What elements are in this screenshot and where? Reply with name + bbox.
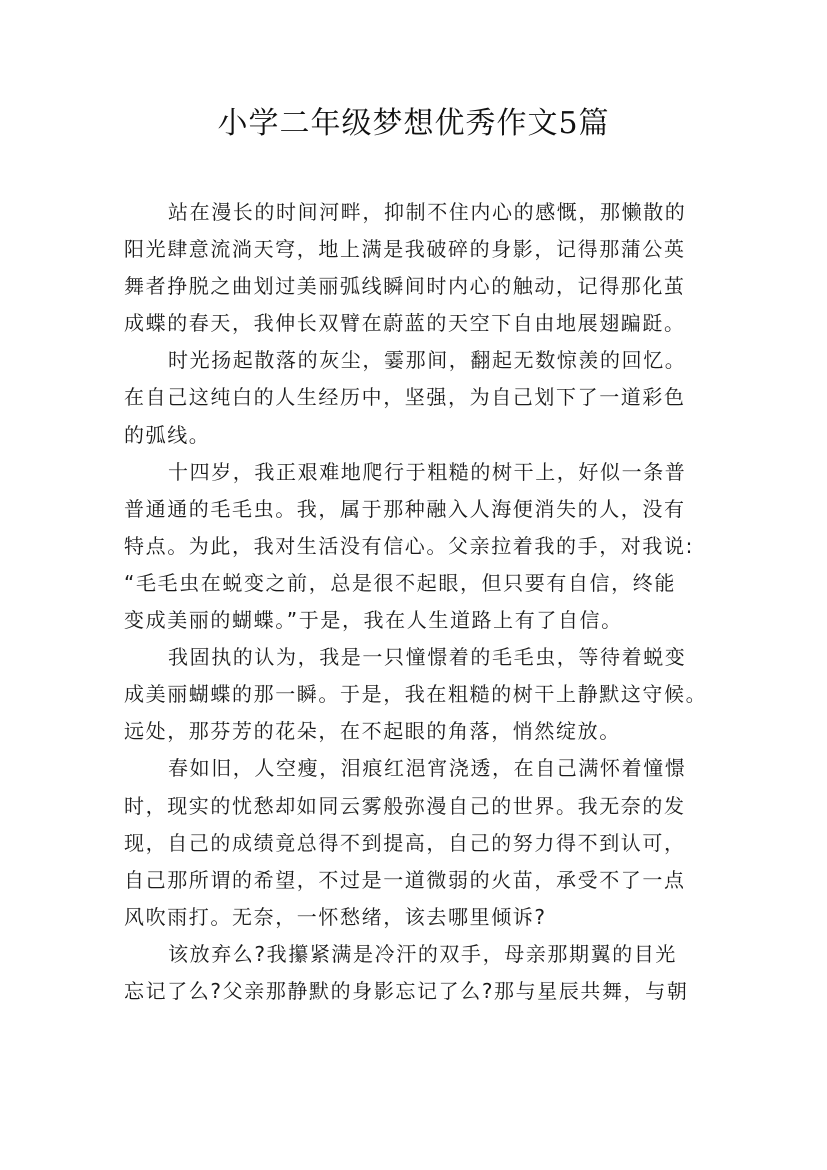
paragraph bbox=[124, 454, 708, 639]
text-line: 普通通的毛毛虫。我，属于那种融入人海便消失的人，没有 bbox=[124, 496, 686, 521]
paragraph bbox=[124, 639, 708, 750]
text-line: 春如旧，人空瘦，泪痕红浥宵浇透，在自己满怀着憧憬 bbox=[168, 756, 687, 781]
document-title: 小学二年级梦想优秀作文5篇 bbox=[217, 106, 610, 141]
document-body bbox=[124, 194, 708, 1010]
paragraph bbox=[124, 342, 708, 453]
text-line: 时，现实的忧愁却如同云雾般弥漫自己的世界。我无奈的发 bbox=[124, 793, 686, 818]
text-line: 远处，那芬芳的花朵，在不起眼的角落，悄然绽放。 bbox=[124, 719, 621, 744]
text-line: 特点。为此，我对生活没有信心。父亲拉着我的手，对我说: bbox=[124, 533, 694, 558]
text-line: 十四岁，我正艰难地爬行于粗糙的树干上，好似一条普 bbox=[168, 459, 687, 484]
text-line: 阳光肆意流淌天穹，地上满是我破碎的身影，记得那蒲公英 bbox=[124, 237, 686, 262]
text-line: 成蝶的春天，我伸长双臂在蔚蓝的天空下自由地展翅蹁跹。 bbox=[124, 311, 686, 336]
text-line: 该放弃么?我攥紧满是冷汗的双手，母亲那期翼的目光 bbox=[168, 941, 678, 966]
text-line: 时光扬起散落的灰尘，霎那间，翻起无数惊羡的回忆。 bbox=[168, 348, 687, 373]
text-line: 忘记了么?父亲那静默的身影忘记了么?那与星辰共舞，与朝 bbox=[124, 978, 689, 1003]
text-line: 的弧线。 bbox=[124, 422, 211, 447]
text-line: 成美丽蝴蝶的那一瞬。于是，我在粗糙的树干上静默这守候。 bbox=[124, 682, 708, 707]
text-line: 变成美丽的蝴蝶。”于是，我在人生道路上有了自信。 bbox=[124, 608, 623, 633]
paragraph bbox=[124, 194, 708, 342]
text-line: “毛毛虫在蜕变之前，总是很不起眼，但只要有自信，终能 bbox=[124, 570, 676, 595]
paragraph bbox=[124, 750, 708, 935]
text-line: 舞者挣脱之曲划过美丽弧线瞬间时内心的触动，记得那化茧 bbox=[124, 274, 686, 299]
text-line: 自己那所谓的希望，不过是一道微弱的火苗，承受不了一点 bbox=[124, 867, 686, 892]
text-line: 风吹雨打。无奈，一怀愁绪，该去哪里倾诉? bbox=[124, 904, 547, 929]
text-line: 现，自己的成绩竟总得不到提高，自己的努力得不到认可， bbox=[124, 830, 686, 855]
text-line: 我固执的认为，我是一只憧憬着的毛毛虫，等待着蜕变 bbox=[168, 645, 687, 670]
text-line: 站在漫长的时间河畔，抑制不住内心的感慨，那懒散的 bbox=[168, 200, 687, 224]
text-line: 在自己这纯白的人生经历中，坚强，为自己划下了一道彩色 bbox=[124, 385, 686, 410]
paragraph bbox=[124, 936, 708, 1010]
